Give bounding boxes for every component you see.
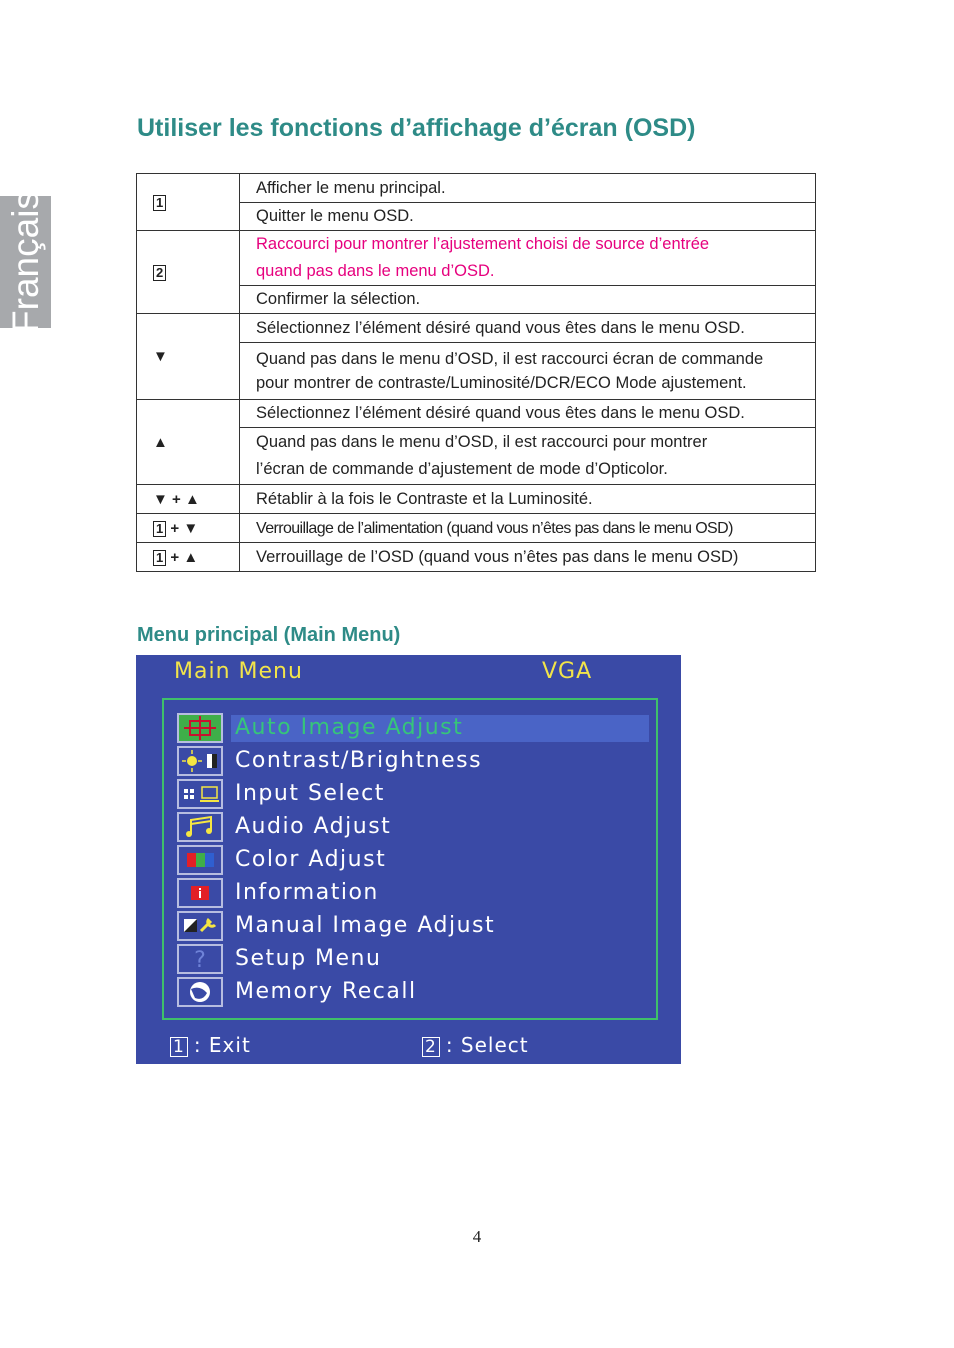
key-cell-down: ▼ — [137, 314, 240, 400]
auto-adjust-icon — [177, 713, 223, 743]
table-cell-line: Quand pas dans le menu d’OSD, il est raccourci écran de commande — [256, 350, 764, 368]
table-cell: Quitter le menu OSD. — [240, 203, 816, 231]
key-combo-suffix: + ▲ — [166, 548, 199, 566]
language-tab-label: Français — [4, 191, 46, 333]
osd-menu-item-label: Manual Image Adjust — [235, 913, 496, 938]
osd-menu-item-label: Input Select — [235, 781, 385, 806]
wrench-icon — [177, 911, 223, 941]
key-cell-up: ▲ — [137, 400, 240, 485]
osd-menu-item[interactable] — [177, 944, 647, 975]
key-combo-suffix: + ▼ — [166, 519, 199, 537]
osd-menu-item[interactable] — [177, 911, 647, 942]
osd-menu-item-label: Auto Image Adjust — [235, 715, 464, 740]
svg-text:?: ? — [194, 948, 206, 972]
section-subheading: Menu principal (Main Menu) — [137, 624, 401, 646]
osd-menu-item-label: Information — [235, 880, 379, 905]
footer-exit-label: : Exit — [193, 1033, 251, 1057]
table-cell — [240, 343, 816, 400]
osd-menu-item[interactable] — [177, 977, 647, 1008]
footer-select-label: : Select — [445, 1033, 529, 1057]
osd-main-menu-screenshot — [136, 655, 681, 1064]
key-cell-2 — [137, 231, 240, 314]
table-cell: Rétablir à la fois le Contraste et la Luminosité. — [240, 485, 816, 514]
osd-menu-item[interactable] — [177, 746, 647, 777]
page-heading: Utiliser les fonctions d’affichage d’écran (OSD) — [137, 114, 696, 142]
table-cell: Sélectionnez l’élément désiré quand vous êtes dans le menu OSD. — [240, 400, 816, 428]
osd-menu-item[interactable] — [177, 845, 647, 876]
osd-menu-item[interactable] — [177, 878, 647, 909]
osd-menu-item[interactable] — [177, 812, 647, 843]
osd-menu-list — [162, 698, 658, 1020]
osd-menu-item-label: Contrast/Brightness — [235, 748, 483, 773]
table-cell: Confirmer la sélection. — [240, 286, 816, 314]
osd-footer-exit — [170, 1033, 251, 1057]
key-cell-down-up: ▼ + ▲ — [137, 485, 240, 514]
brightness-icon — [177, 746, 223, 776]
color-bars-icon — [177, 845, 223, 875]
table-cell-line: pour montrer de contraste/Luminosité/DCR/ECO Mode ajustement. — [256, 374, 747, 392]
table-cell-line: Raccourci pour montrer l’ajustement choisi de source d’entrée — [256, 235, 710, 253]
button-1-icon: 1 — [153, 550, 166, 566]
osd-menu-item-label: Setup Menu — [235, 946, 382, 971]
info-icon — [177, 878, 223, 908]
osd-menu-item[interactable] — [177, 779, 647, 810]
recall-icon — [177, 977, 223, 1007]
osd-menu-item[interactable] — [177, 713, 647, 744]
button-1-icon: 1 — [153, 195, 166, 211]
table-cell — [240, 231, 816, 286]
osd-title: Main Menu — [174, 659, 303, 684]
table-cell-line: quand pas dans le menu d’OSD. — [256, 262, 495, 280]
table-cell-line: l’écran de commande d’ajustement de mode d’Opticolor. — [256, 460, 668, 478]
key-cell-1 — [137, 174, 240, 231]
table-cell: Verrouillage de l’OSD (quand vous n’êtes pas dans le menu OSD) — [240, 543, 816, 572]
table-cell: Afficher le menu principal. — [240, 174, 816, 203]
table-cell: Sélectionnez l’élément désiré quand vous êtes dans le menu OSD. — [240, 314, 816, 343]
button-2-icon: 2 — [153, 265, 166, 281]
osd-footer-select — [422, 1033, 529, 1057]
table-cell-line: Quand pas dans le menu d’OSD, il est raccourci pour montrer — [256, 433, 708, 451]
table-cell — [240, 428, 816, 485]
table-cell: Verrouillage de l’alimentation (quand vous n’êtes pas dans le menu OSD) — [240, 514, 816, 543]
osd-menu-item-label: Audio Adjust — [235, 814, 392, 839]
button-2-icon: 2 — [422, 1037, 440, 1057]
language-tab — [0, 191, 51, 333]
osd-menu-item-label: Memory Recall — [235, 979, 417, 1004]
osd-menu-item-label: Color Adjust — [235, 847, 387, 872]
osd-function-table — [136, 173, 816, 572]
button-1-icon: 1 — [153, 521, 166, 537]
osd-source: VGA — [542, 659, 593, 684]
music-note-icon — [177, 812, 223, 842]
input-select-icon — [177, 779, 223, 809]
button-1-icon: 1 — [170, 1037, 188, 1057]
question-icon — [177, 944, 223, 974]
key-cell-1-down — [137, 514, 240, 543]
key-cell-1-up — [137, 543, 240, 572]
page-number: 4 — [472, 1227, 482, 1246]
